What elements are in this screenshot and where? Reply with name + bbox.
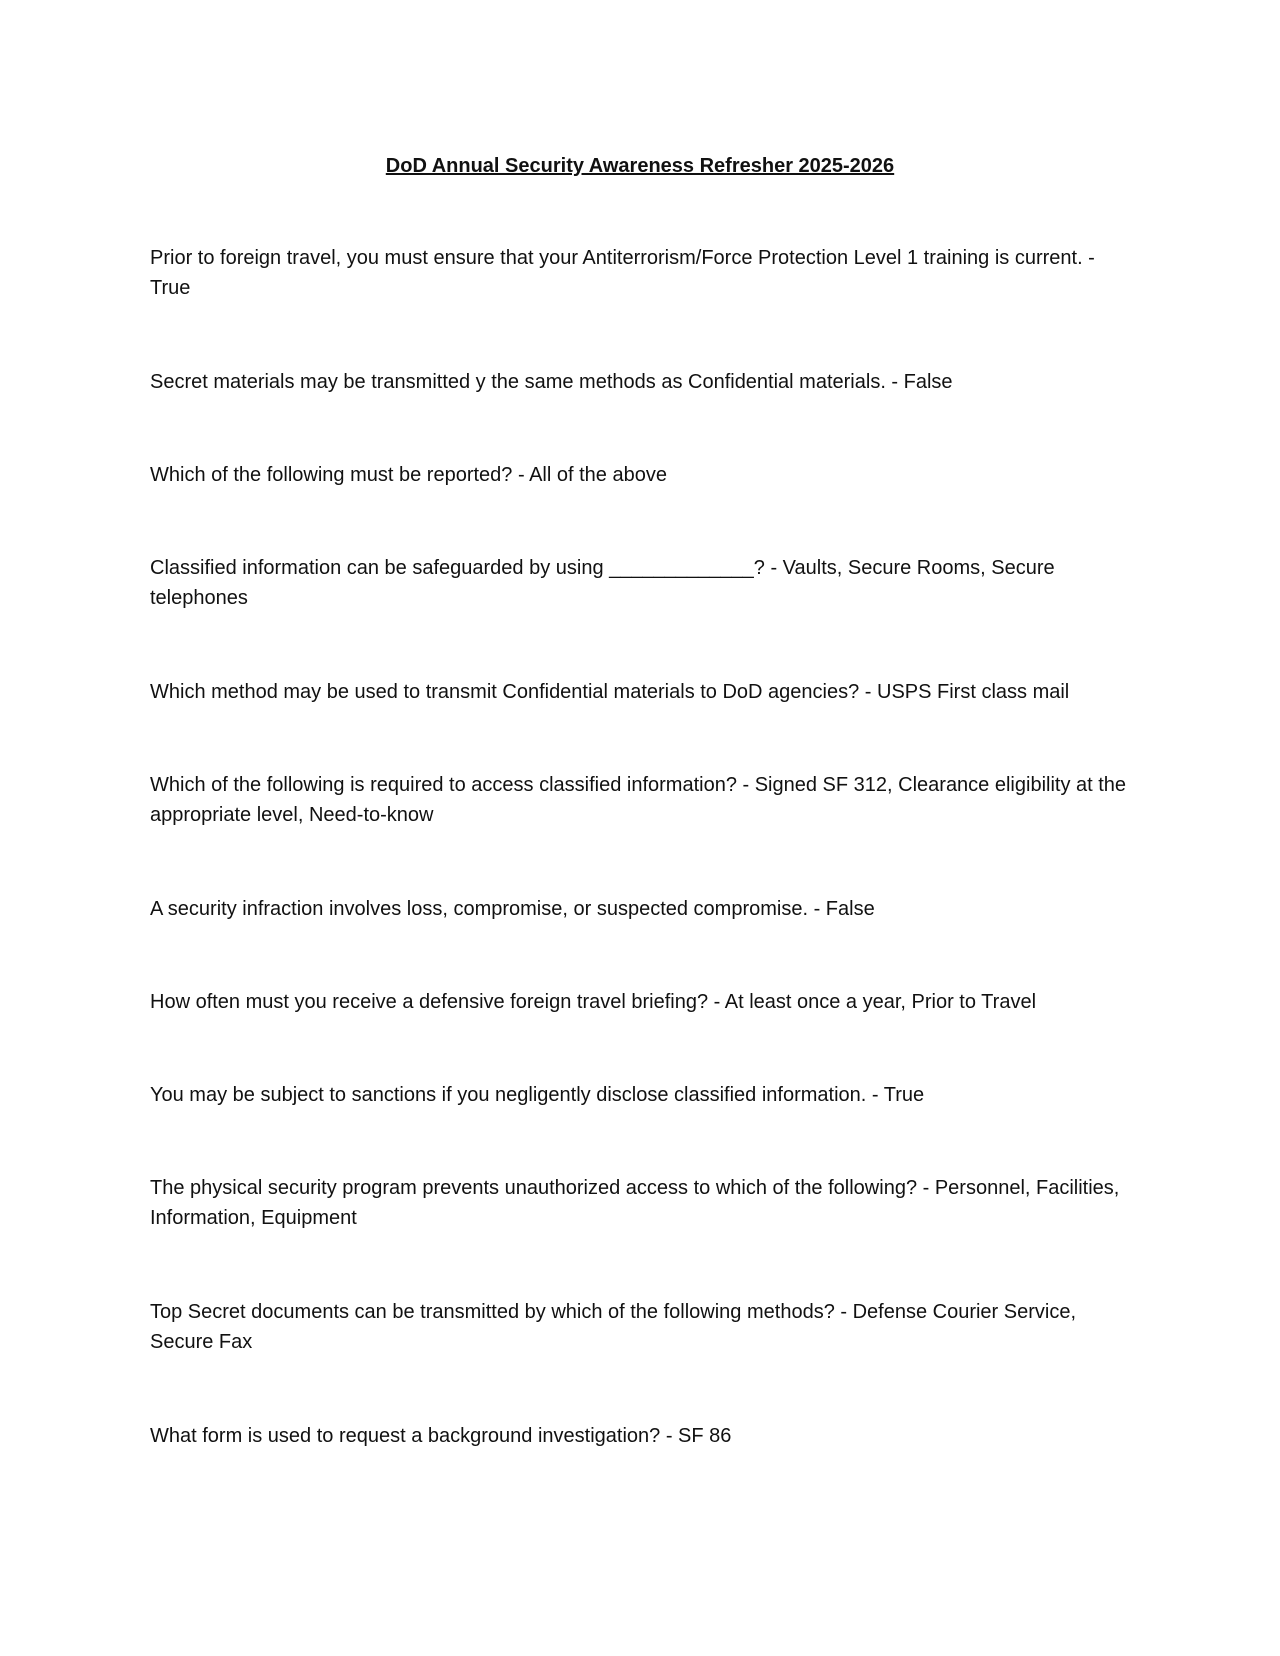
qa-item: What form is used to request a background investigation? - SF 86: [150, 1425, 732, 1447]
qa-item: You may be subject to sanctions if you negligently disclose classified information. - True: [150, 1084, 925, 1106]
qa-item: How often must you receive a defensive foreign travel briefing? - At least once a year, Prior to Travel: [150, 991, 1037, 1013]
qa-item: Classified information can be safeguarded by using _____________? - Vaults, Secure Rooms, Secure telephones: [150, 557, 1055, 609]
qa-item: Prior to foreign travel, you must ensure that your Antiterrorism/Force Protection Level 1 training is current. - True: [150, 247, 1095, 299]
qa-item: Which method may be used to transmit Confidential materials to DoD agencies? - USPS First class mail: [150, 681, 1070, 703]
qa-item: The physical security program prevents unauthorized access to which of the following? - Personnel, Facilities, Information, Equipment: [150, 1177, 1120, 1229]
qa-item: A security infraction involves loss, compromise, or suspected compromise. - False: [150, 898, 875, 920]
question-answer-list: [150, 243, 1140, 1514]
qa-item: Top Secret documents can be transmitted by which of the following methods? - Defense Courier Service, Secure Fax: [150, 1301, 1077, 1353]
qa-item: Secret materials may be transmitted y the same methods as Confidential materials. - False: [150, 371, 953, 393]
qa-item: Which of the following is required to access classified information? - Signed SF 312, Clearance eligibility at the appropriate level, Need-to-know: [150, 774, 1127, 826]
qa-item: Which of the following must be reported? - All of the above: [150, 464, 667, 486]
document-title: DoD Annual Security Awareness Refresher 2025-2026: [385, 155, 895, 177]
